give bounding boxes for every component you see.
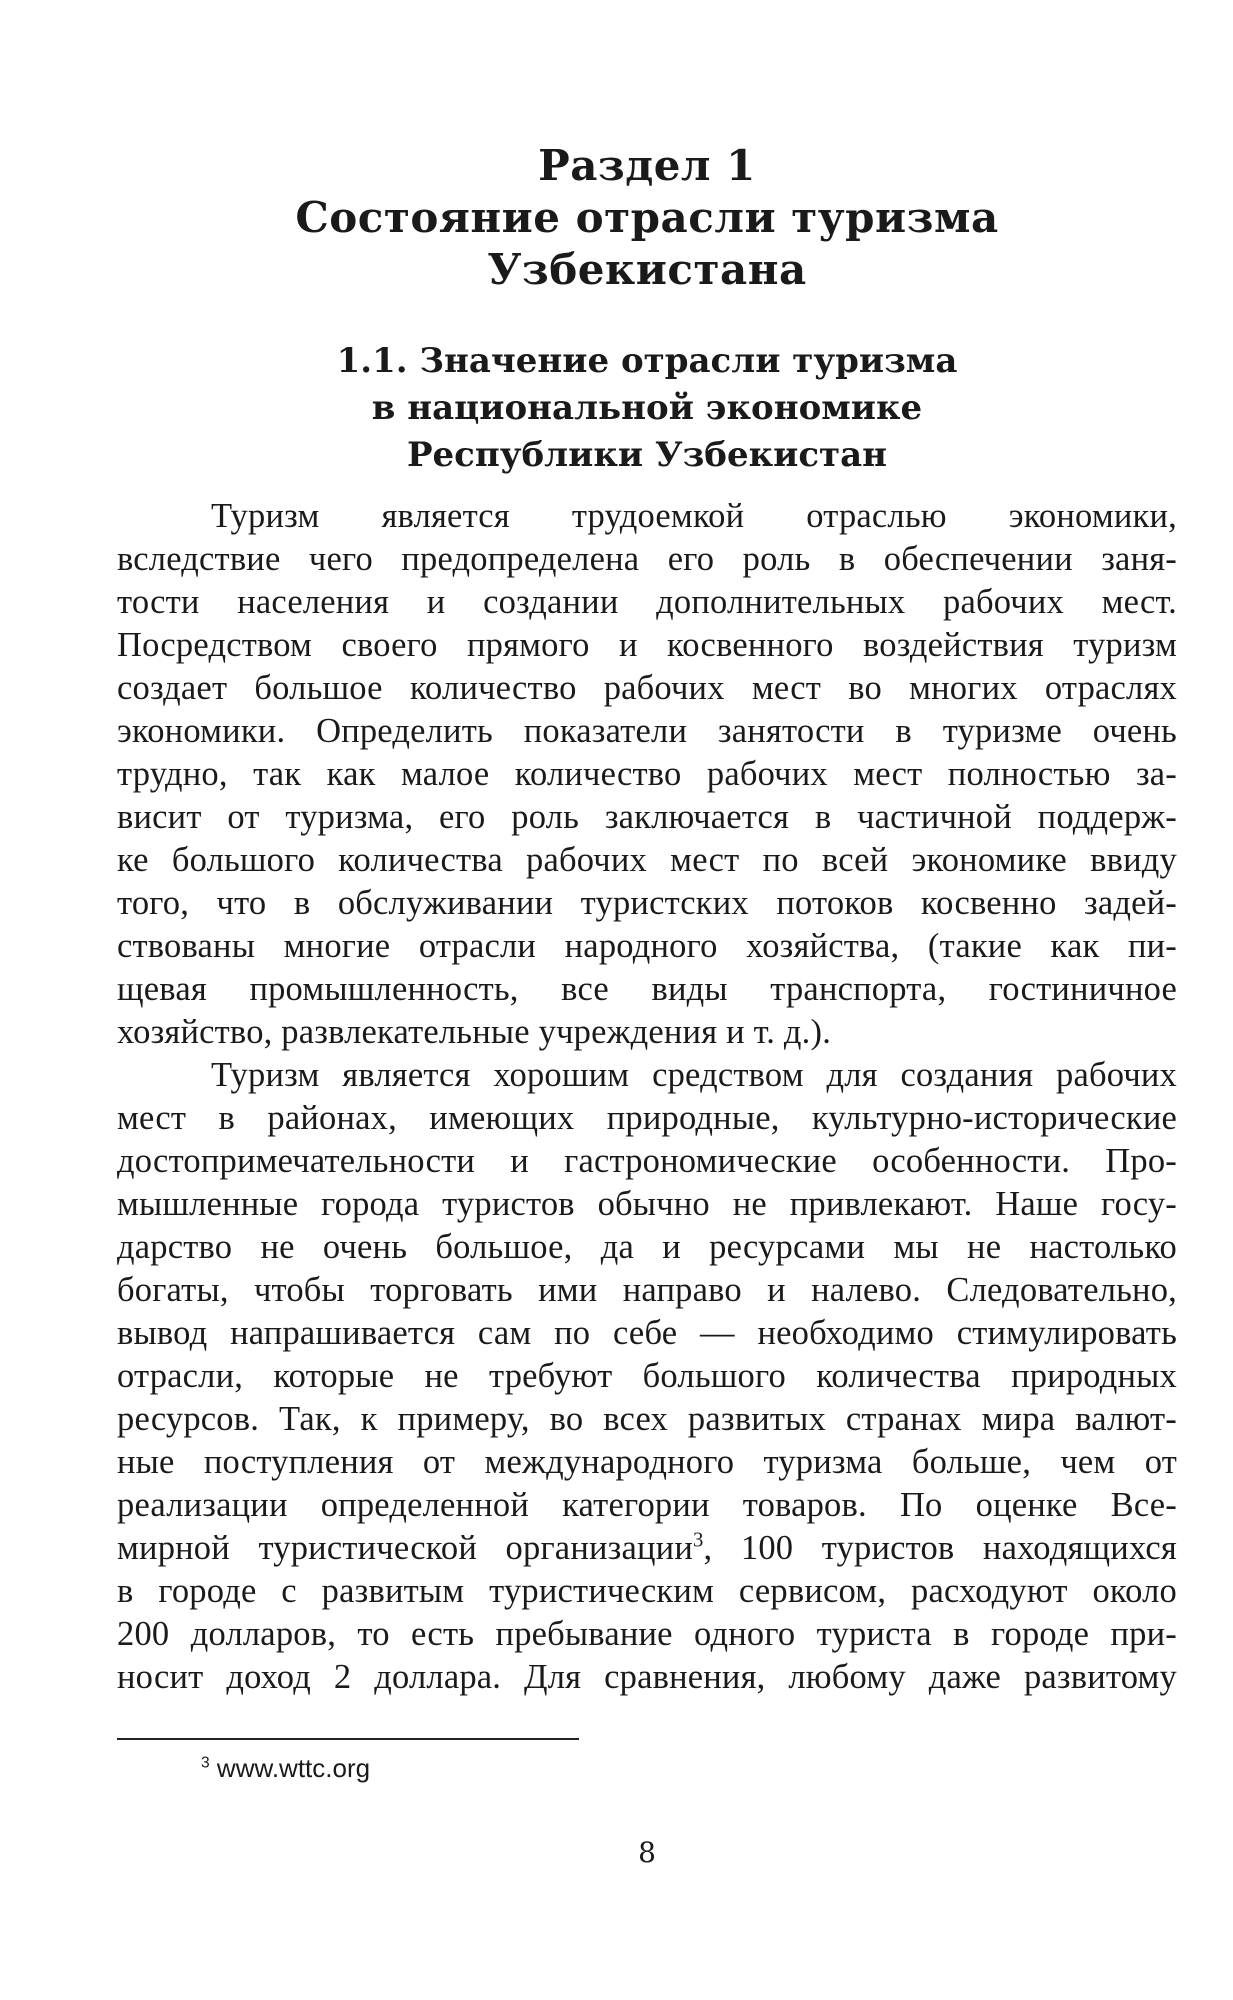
text-segment: мирной туристической организации bbox=[117, 1529, 693, 1567]
subsection-title bbox=[117, 338, 1177, 479]
footnote bbox=[201, 1752, 370, 1784]
text-line: 200 долларов, то есть пребывание одного туриста в городе при- bbox=[117, 1615, 1177, 1653]
text-line: отрасли, которые не требуют большого количества природных bbox=[117, 1357, 1177, 1395]
text-line: экономики. Определить показатели занятости в туризме очень bbox=[117, 712, 1177, 750]
text-line: в городе с развитым туристическим сервисом, расходуют около bbox=[117, 1572, 1177, 1610]
section-title-line: Узбекистана bbox=[487, 245, 807, 294]
page-number: 8 bbox=[638, 1836, 656, 1869]
text-segment: , 100 туристов находящихся bbox=[703, 1529, 1177, 1567]
text-line: ные поступления от международного туризма больше, чем от bbox=[117, 1443, 1177, 1481]
text-line: щевая промышленность, все виды транспорта, гостиничное bbox=[117, 970, 1177, 1008]
section-title-line: Раздел 1 bbox=[538, 141, 756, 190]
footnote-marker: 3 bbox=[201, 1754, 210, 1772]
text-line: Туризм является трудоемкой отраслью экономики, bbox=[211, 497, 1177, 535]
text-line: ке большого количества рабочих мест по всей экономике ввиду bbox=[117, 841, 1177, 879]
text-line: создает большое количество рабочих мест во многих отраслях bbox=[117, 669, 1177, 707]
text-line: мышленные города туристов обычно не привлекают. Наше госу- bbox=[117, 1185, 1177, 1223]
section-title-line: Состояние отрасли туризма bbox=[295, 193, 999, 242]
text-line: дарство не очень большое, да и ресурсами мы не настолько bbox=[117, 1228, 1177, 1266]
text-line: носит доход 2 доллара. Для сравнения, любому даже развитому bbox=[117, 1658, 1177, 1696]
text-line: богаты, чтобы торговать ими направо и налево. Следовательно, bbox=[117, 1271, 1177, 1309]
footnote-reference[interactable]: 3 bbox=[692, 1529, 704, 1552]
text-line: реализации определенной категории товаров. По оценке Все- bbox=[117, 1486, 1177, 1524]
text-line: мест в районах, имеющих природные, культурно-исторические bbox=[117, 1099, 1177, 1137]
footnote-link[interactable]: www.wttc.org bbox=[216, 1753, 371, 1783]
text-line: хозяйство, развлекательные учреждения и т. д.). bbox=[117, 1013, 832, 1051]
text-line: тости населения и создании дополнительных рабочих мест. bbox=[117, 583, 1177, 621]
text-line: вывод напрашивается сам по себе — необходимо стимулировать bbox=[117, 1314, 1177, 1352]
text-line: трудно, так как малое количество рабочих мест полностью за- bbox=[117, 755, 1177, 793]
subsection-title-line: 1.1. Значение отрасли туризма bbox=[336, 341, 958, 381]
paragraph-2 bbox=[117, 1054, 1177, 1699]
text-line: Туризм является хорошим средством для создания рабочих bbox=[211, 1056, 1177, 1094]
text-line: Посредством своего прямого и косвенного воздействия туризм bbox=[117, 626, 1177, 664]
section-title bbox=[117, 140, 1177, 296]
text-line: ресурсов. Так, к примеру, во всех развитых странах мира валют- bbox=[117, 1400, 1177, 1438]
text-line: ствованы многие отрасли народного хозяйства, (такие как пи- bbox=[117, 927, 1177, 965]
text-line: достопримечательности и гастрономические особенности. Про- bbox=[117, 1142, 1177, 1180]
subsection-title-line: Республики Узбекистан bbox=[406, 435, 888, 475]
text-line-with-footnote-ref bbox=[117, 1527, 1177, 1570]
book-page bbox=[117, 0, 1177, 2000]
text-line: вследствие чего предопределена его роль в обеспечении заня- bbox=[117, 540, 1177, 578]
footnote-divider bbox=[117, 1738, 579, 1740]
body-text bbox=[117, 495, 1177, 1699]
text-line: того, что в обслуживании туристских потоков косвенно задей- bbox=[117, 884, 1177, 922]
paragraph-1 bbox=[117, 495, 1177, 1054]
subsection-title-line: в национальной экономике bbox=[371, 388, 923, 428]
text-line: висит от туризма, его роль заключается в частичной поддерж- bbox=[117, 798, 1177, 836]
